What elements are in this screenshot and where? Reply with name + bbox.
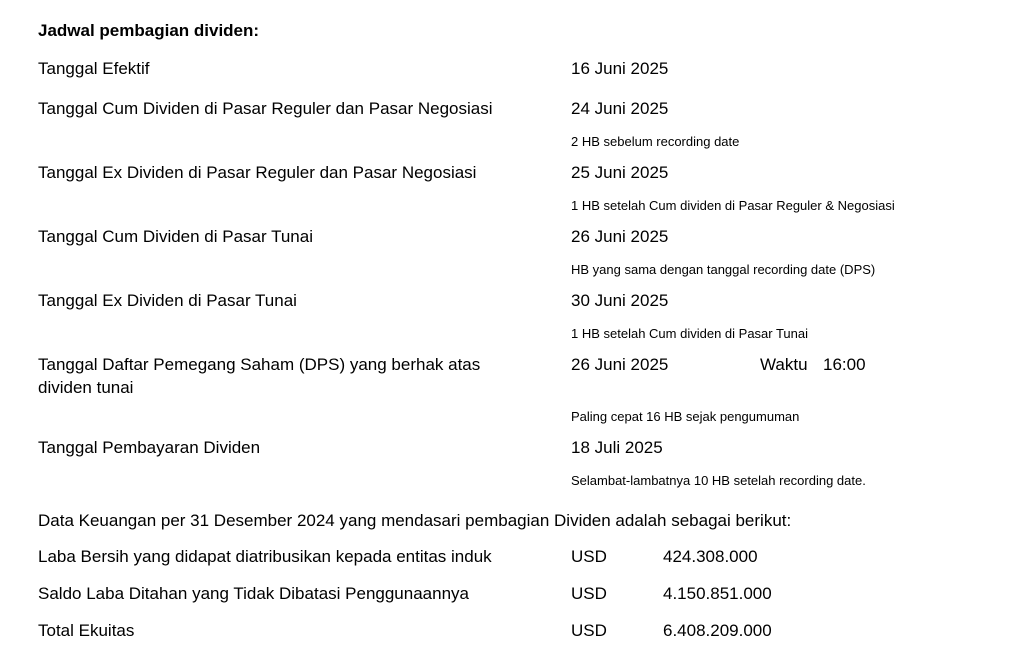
financial-label-total-equity: Total Ekuitas	[38, 621, 135, 640]
financial-intro: Data Keuangan per 31 Desember 2024 yang mendasari pembagian Dividen adalah sebagai berikut:	[38, 511, 792, 530]
row-note-cum-cash: HB yang sama dengan tanggal recording date (DPS)	[571, 262, 876, 277]
row-note-recording-date: Paling cepat 16 HB sejak pengumuman	[571, 409, 800, 424]
row-note-ex-regular: 1 HB setelah Cum dividen di Pasar Reguler & Negosiasi	[571, 198, 895, 213]
row-time-value: 16:00	[823, 355, 866, 374]
row-date-cum-regular: 24 Juni 2025	[571, 99, 669, 118]
financial-label-retained-earnings: Saldo Laba Ditahan yang Tidak Dibatasi Penggunaannya	[38, 584, 469, 603]
financial-amount-retained-earnings: 4.150.851.000	[663, 584, 772, 603]
financial-currency-retained-earnings: USD	[571, 584, 607, 603]
row-label-recording-date: Tanggal Daftar Pemegang Saham (DPS) yang berhak atas	[38, 355, 481, 374]
financial-amount-total-equity: 6.408.209.000	[663, 621, 772, 640]
financial-amount-net-profit: 424.308.000	[663, 547, 758, 566]
row-note-ex-cash: 1 HB setelah Cum dividen di Pasar Tunai	[571, 326, 809, 341]
row-date-cum-cash: 26 Juni 2025	[571, 227, 669, 246]
row-label-ex-cash: Tanggal Ex Dividen di Pasar Tunai	[38, 291, 297, 310]
row-label-cum-cash: Tanggal Cum Dividen di Pasar Tunai	[38, 227, 313, 246]
row-note-cum-regular: 2 HB sebelum recording date	[571, 134, 740, 149]
row-label-payment-date: Tanggal Pembayaran Dividen	[38, 438, 261, 457]
schedule-heading: Jadwal pembagian dividen:	[38, 21, 260, 40]
financial-label-net-profit: Laba Bersih yang didapat diatribusikan kepada entitas induk	[38, 547, 492, 566]
row-label-recording-date-cont: dividen tunai	[38, 378, 134, 397]
row-date-ex-cash: 30 Juni 2025	[571, 291, 669, 310]
row-note-payment-date: Selambat-lambatnya 10 HB setelah recording date.	[571, 473, 866, 488]
financial-currency-total-equity: USD	[571, 621, 607, 640]
row-date-recording-date: 26 Juni 2025	[571, 355, 669, 374]
row-date-effective-date: 16 Juni 2025	[571, 59, 669, 78]
row-date-ex-regular: 25 Juni 2025	[571, 163, 669, 182]
row-time-label: Waktu	[760, 355, 808, 374]
row-date-payment-date: 18 Juli 2025	[571, 438, 663, 457]
row-label-cum-regular: Tanggal Cum Dividen di Pasar Reguler dan Pasar Negosiasi	[38, 99, 493, 118]
row-label-effective-date: Tanggal Efektif	[38, 59, 150, 78]
financial-currency-net-profit: USD	[571, 547, 607, 566]
row-label-ex-regular: Tanggal Ex Dividen di Pasar Reguler dan Pasar Negosiasi	[38, 163, 477, 182]
